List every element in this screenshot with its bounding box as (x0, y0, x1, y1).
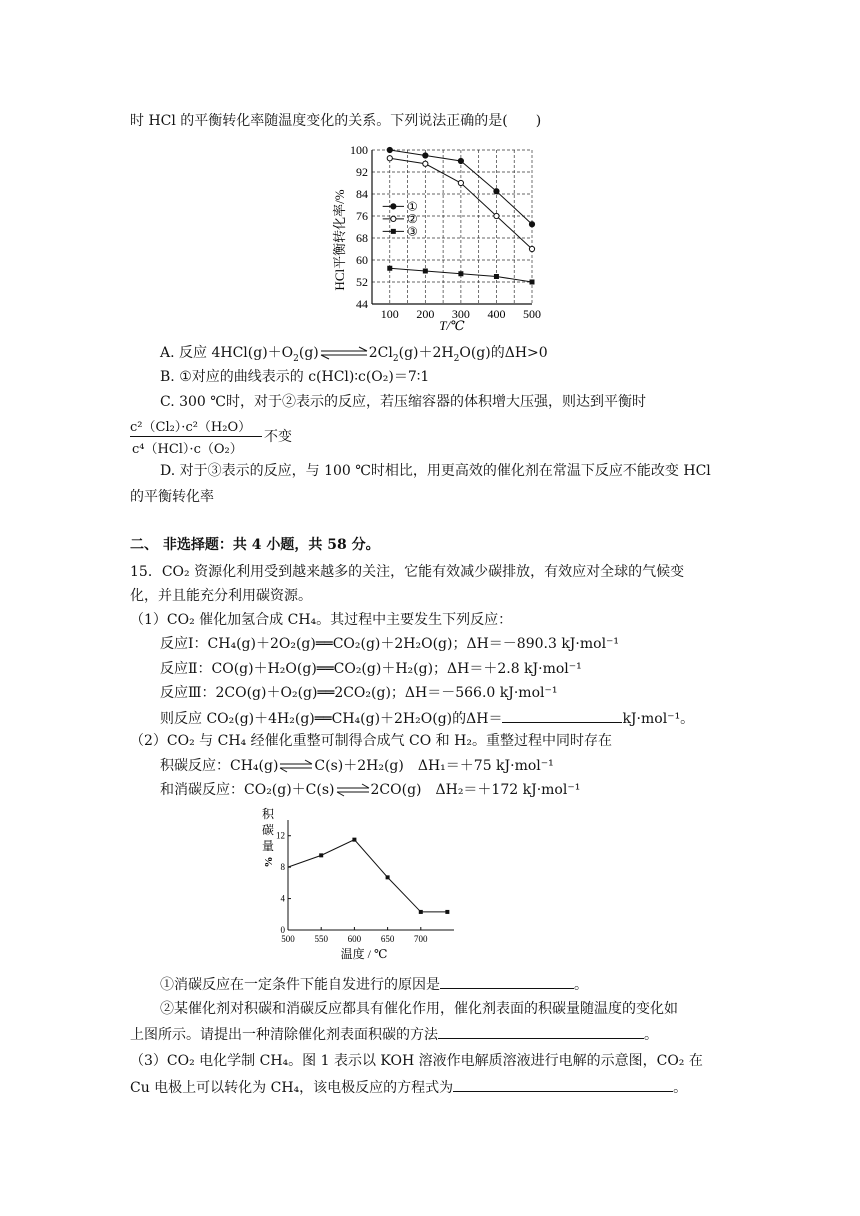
chart1-legend-marker (391, 216, 396, 221)
chart1-legend-marker (391, 204, 396, 209)
chart2-point (386, 875, 390, 879)
chart1-y-tick-label: 100 (350, 143, 368, 157)
equilibrium-arrow-icon (278, 759, 314, 773)
chart1-point (423, 153, 428, 158)
question-15-intro-1: 15．CO₂ 资源化利用受到越来越多的关注，它能有效减少碳排放，有效应对全球的气候变 (130, 564, 685, 580)
chart1-y-tick-label: 92 (356, 165, 368, 179)
option-a-sub: 2 (293, 353, 299, 364)
chart1-legend-label: ② (407, 211, 418, 226)
answer-blank-2a[interactable] (440, 974, 574, 989)
chart1-legend-marker (391, 229, 396, 234)
option-a-sub2: 2 (392, 353, 399, 364)
equilibrium-arrow-icon (319, 346, 369, 360)
chart1-point (494, 213, 499, 218)
chart1-point (458, 271, 463, 276)
answer-blank-3[interactable] (453, 1077, 673, 1092)
part-3-line1: （3）CO₂ 电化学制 CH₄。图 1 表示以 KOH 溶液作电解质溶液进行电解的示意图，CO₂ 在 (130, 1053, 703, 1069)
option-c-tail: 不变 (264, 429, 292, 445)
chart1-y-axis-label: HCl平衡转化率/% (332, 189, 347, 291)
chart1-point (458, 158, 463, 163)
chart1-point (387, 147, 392, 152)
chart2-x-tick-label: 700 (414, 934, 428, 944)
chart1-point (494, 189, 499, 194)
part-2-heading: （2）CO₂ 与 CH₄ 经催化重整可制得合成气 CO 和 H₂。重整过程中同时存在 (130, 733, 612, 749)
reaction-target-unit: kJ·mol⁻¹。 (622, 711, 695, 727)
question-2b-end: 。 (644, 1027, 658, 1043)
chart1-y-tick-label: 52 (356, 275, 368, 289)
chart1-point (529, 222, 534, 227)
chart1-x-tick-label: 100 (380, 307, 399, 321)
chart2-y-label-unit: % (263, 856, 275, 868)
question-2a (160, 974, 588, 994)
part-3-end: 。 (673, 1080, 688, 1096)
part-1-heading: （1）CO₂ 催化加氢合成 CH₄。其过程中主要发生下列反应： (130, 612, 513, 628)
chart2-point (319, 853, 323, 857)
chart1-y-tick-label: 84 (356, 187, 368, 201)
chart2-y-label-3: 量 (261, 839, 275, 853)
deposit-reaction-text-2: C(s)＋2H₂(g) ΔH₁＝＋75 kJ·mol⁻¹ (314, 758, 554, 774)
answer-blank-2b[interactable] (438, 1024, 644, 1039)
chart1-y-tick-label: 44 (356, 297, 368, 311)
hcl-conversion-chart (320, 136, 560, 336)
option-b: B. ①对应的曲线表示的 c(HCl)∶c(O₂)＝7∶1 (160, 369, 430, 385)
chart2-y-tick-label: 0 (280, 925, 285, 935)
reaction-3: 反应Ⅲ：2CO(g)＋O₂(g)══2CO₂(g)；ΔH＝－566.0 kJ·mol⁻¹ (160, 685, 558, 701)
chart1-x-tick-label: 200 (416, 307, 435, 321)
option-a (160, 344, 548, 362)
chart1-legend-label: ③ (407, 224, 418, 239)
chart2-series-line (288, 840, 447, 912)
reaction-1: 反应Ⅰ：CH₄(g)＋2O₂(g)══CO₂(g)＋2H₂O(g)；ΔH＝－890.3 kJ·mol⁻¹ (160, 636, 620, 652)
fraction-denominator: c⁴（HCl）·c（O₂） (132, 442, 243, 457)
chart1-point (423, 161, 428, 166)
elimination-reaction-text-1: 和消碳反应：CO₂(g)＋C(s) (160, 782, 335, 798)
option-a-text-3: 2Cl (368, 345, 393, 361)
option-c-line1: C. 300 ℃时，对于②表示的反应，若压缩容器的体积增大压强，则达到平衡时 (160, 394, 646, 410)
chart1-point (494, 274, 499, 279)
elimination-reaction-text-2: 2CO(g) ΔH₂＝＋172 kJ·mol⁻¹ (370, 782, 581, 798)
deposit-reaction (160, 757, 554, 775)
chart1-point (529, 246, 534, 251)
chart2-axes (288, 820, 454, 930)
chart2-x-tick-label: 550 (314, 934, 328, 944)
carbon-deposit-chart (258, 806, 458, 966)
chart1-point (387, 156, 392, 161)
chart2-point (352, 838, 356, 842)
chart1-point (458, 180, 463, 185)
question-2a-text: ①消碳反应在一定条件下能自发进行的原因是 (160, 977, 440, 993)
answer-blank-dh[interactable] (502, 708, 622, 723)
part-3-text: Cu 电极上可以转化为 CH₄，该电极反应的方程式为 (130, 1080, 454, 1096)
chart1-x-tick-label: 300 (451, 307, 470, 321)
deposit-reaction-text-1: 积碳反应：CH₄(g) (160, 758, 279, 774)
question-2a-end: 。 (574, 977, 588, 993)
chart2-x-tick-label: 500 (281, 934, 295, 944)
question-2b-line1: ②某催化剂对积碳和消碳反应都具有催化作用，催化剂表面的积碳量随温度的变化如 (160, 1001, 678, 1017)
chart1-y-tick-label: 60 (356, 253, 368, 267)
chart2-y-label-2: 碳 (261, 823, 275, 837)
question-15-intro-2: 化，并且能充分利用碳资源。 (130, 588, 312, 604)
option-a-text-5: O(g)的ΔH>0 (459, 345, 548, 361)
chart2-series (288, 838, 449, 914)
elimination-reaction (160, 781, 580, 799)
section-heading: 二、 非选择题：共 4 小题，共 58 分。 (130, 537, 380, 553)
option-a-sub3: 2 (453, 353, 460, 364)
equilibrium-arrow-icon (335, 783, 371, 797)
chart1-legend-label: ① (407, 199, 418, 214)
chart2-x-tick-label: 600 (347, 934, 362, 944)
fraction-bar (130, 436, 262, 437)
chart1-y-ticks (350, 143, 368, 311)
chart2-y-tick-label: 8 (280, 862, 285, 873)
option-a-text-1: A. 反应 4HCl(g)＋O (160, 345, 294, 361)
chart2-y-tick-label: 12 (276, 830, 285, 841)
chart2-point (445, 910, 449, 914)
chart2-x-axis-label: 温度 / ℃ (340, 947, 388, 961)
question-2b-line2 (130, 1024, 658, 1044)
question-14-stem: 时 HCl 的平衡转化率随温度变化的关系。下列说法正确的是( ) (130, 113, 542, 129)
option-a-text-4: (g)＋2H (398, 345, 454, 361)
chart1-point (387, 266, 392, 271)
part-3-line2 (130, 1077, 687, 1097)
chart2-y-tick-label: 4 (280, 893, 285, 904)
option-d-line1: D. 对于③表示的反应，与 100 ℃时相比，用更高效的催化剂在常温下反应不能改变 HCl (160, 463, 711, 479)
chart2-y-ticks (276, 831, 291, 935)
chart2-point (419, 910, 423, 914)
question-2b-text: 上图所示。请提出一种清除催化剂表面积碳的方法 (130, 1027, 438, 1043)
chart1-x-tick-label: 400 (487, 307, 506, 321)
chart1-y-tick-label: 76 (356, 209, 368, 223)
fraction-numerator: c²（Cl₂）·c²（H₂O） (130, 420, 252, 435)
chart1-point (530, 280, 535, 285)
chart1-x-tick-label: 500 (523, 307, 541, 321)
option-a-text-2: (g) (298, 345, 319, 361)
reaction-2: 反应Ⅱ：CO(g)＋H₂O(g)══CO₂(g)＋H₂(g)；ΔH＝＋2.8 kJ·mol⁻¹ (160, 661, 582, 677)
chart2-y-label-1: 积 (261, 807, 275, 821)
reaction-target (160, 708, 694, 728)
option-d-line2: 的平衡转化率 (130, 489, 214, 505)
chart1-point (423, 269, 428, 274)
chart1-x-axis-label: T/℃ (439, 318, 465, 333)
chart2-x-tick-label: 650 (380, 934, 395, 944)
chart1-y-tick-label: 68 (356, 231, 368, 245)
reaction-target-text: 则反应 CO₂(g)＋4H₂(g)══CH₄(g)＋2H₂O(g)的ΔH＝ (160, 711, 503, 727)
chart1-legend (383, 199, 418, 238)
